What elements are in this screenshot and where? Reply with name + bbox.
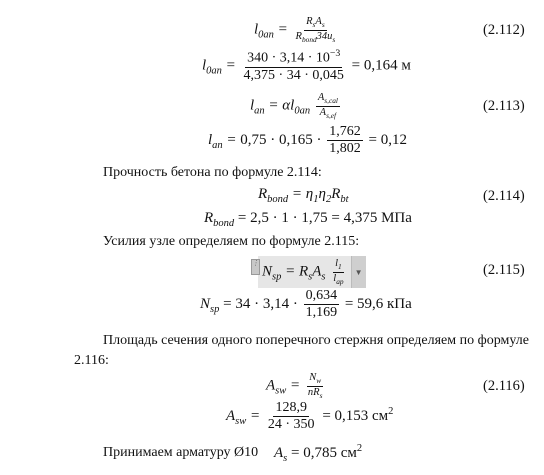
nsp-calc: = 34 · 3,14 · — [223, 296, 298, 313]
nsp-numerator: 0,634 — [304, 288, 340, 305]
equation-editor-box[interactable]: ⋮ $N_{sp} = R_sA_s$ $\frac{l_1}{l_{ap}}$ ▼ — [258, 256, 366, 288]
asw-result: = 0,153 см — [322, 408, 389, 425]
rbond-calc: = 2,5 · 1 · 1,75 = 4,375 МПа — [237, 210, 412, 226]
eq-asw-calculation: $A_{sw}$ = $\frac{128,9}{24 \cdot 350}$ = 0,153 $см^2$ — [226, 400, 394, 433]
lan-denominator: 1,802 — [329, 141, 361, 157]
eq-as-value: $A_s = 0,785$ $см^2$ — [274, 443, 363, 464]
eq-asw-definition: $A_{sw}$ = $\frac{N_w}{nR_s}$ — [266, 372, 323, 400]
lan-calc: 0,75 · 0,165 · — [240, 132, 322, 149]
lan-numerator: 1,762 — [327, 124, 363, 141]
equation-options-dropdown-icon[interactable]: ▼ — [351, 256, 366, 288]
paragraph-accept-rebar: Принимаем арматуру Ø10 — [103, 445, 259, 460]
paragraph-node-forces: Усилия узле определяем по формуле 2.115: — [103, 234, 360, 249]
asw-denominator: 24 · 350 — [267, 417, 315, 433]
eq-l0an-definition: $l_{0an}$ = $\frac{R_sA_s}{R_{bond}34u_s}$ — [254, 16, 336, 44]
paragraph-concrete-strength: Прочность бетона по формуле 2.114: — [103, 165, 322, 180]
paragraph-cross-section-line1: Площадь сечения одного поперечного стержня определяем по формуле — [103, 333, 529, 348]
lan-result: = 0,12 — [368, 132, 408, 149]
equation-number-2116: (2.116) — [483, 378, 525, 394]
drag-handle-icon[interactable]: ⋮ — [251, 259, 260, 275]
eq-rbond-definition: $R_{bond} = \eta_1\eta_2R_{bt}$ — [258, 186, 349, 205]
eq-l0an-calculation: $l_{0an}$ = $\frac{340 \cdot 3,14 \cdot 10^{-3}}{4,375 \cdot 34 \cdot 0,045}$ = 0,164 м — [202, 48, 411, 83]
paragraph-cross-section-line2: 2.116: — [74, 353, 109, 368]
equation-number-2114: (2.114) — [483, 188, 525, 204]
l0an-numerator: 340 · 3,14 · 10 — [247, 50, 330, 66]
l0an-denominator: 4,375 · 34 · 0,045 — [243, 67, 344, 83]
equation-number-2115: (2.115) — [483, 262, 525, 278]
l0an-exponent: −3 — [329, 48, 341, 59]
equation-number-2113: (2.113) — [483, 98, 525, 114]
nsp-denominator: 1,169 — [305, 305, 338, 321]
eq-nsp-calculation: $N_{sp} = 34 \cdot 3,14$ · $\frac{0,634}{1,169}$ = 59,6 кПа — [200, 288, 412, 321]
nsp-result: = 59,6 кПа — [344, 296, 412, 313]
as-value: = 0,785 см — [291, 445, 357, 461]
equation-number-2112: (2.112) — [483, 22, 525, 38]
asw-numerator: 128,9 — [273, 400, 309, 417]
eq-lan-definition: $l_{an} = \alpha l_{0an}$ $\frac{A_{s,cal}}{A_{s,ef}}$ — [250, 92, 338, 120]
eq-rbond-calculation: $R_{bond} = 2,5 \cdot 1 \cdot 1,75 = 4,375$ МПа — [204, 210, 412, 229]
eq-lan-calculation: $l_{an} = 0,75 \cdot 0,165$ · $\frac{1,762}{1,802}$ = 0,12 — [208, 124, 408, 157]
l0an-result: = 0,164 м — [351, 57, 411, 74]
